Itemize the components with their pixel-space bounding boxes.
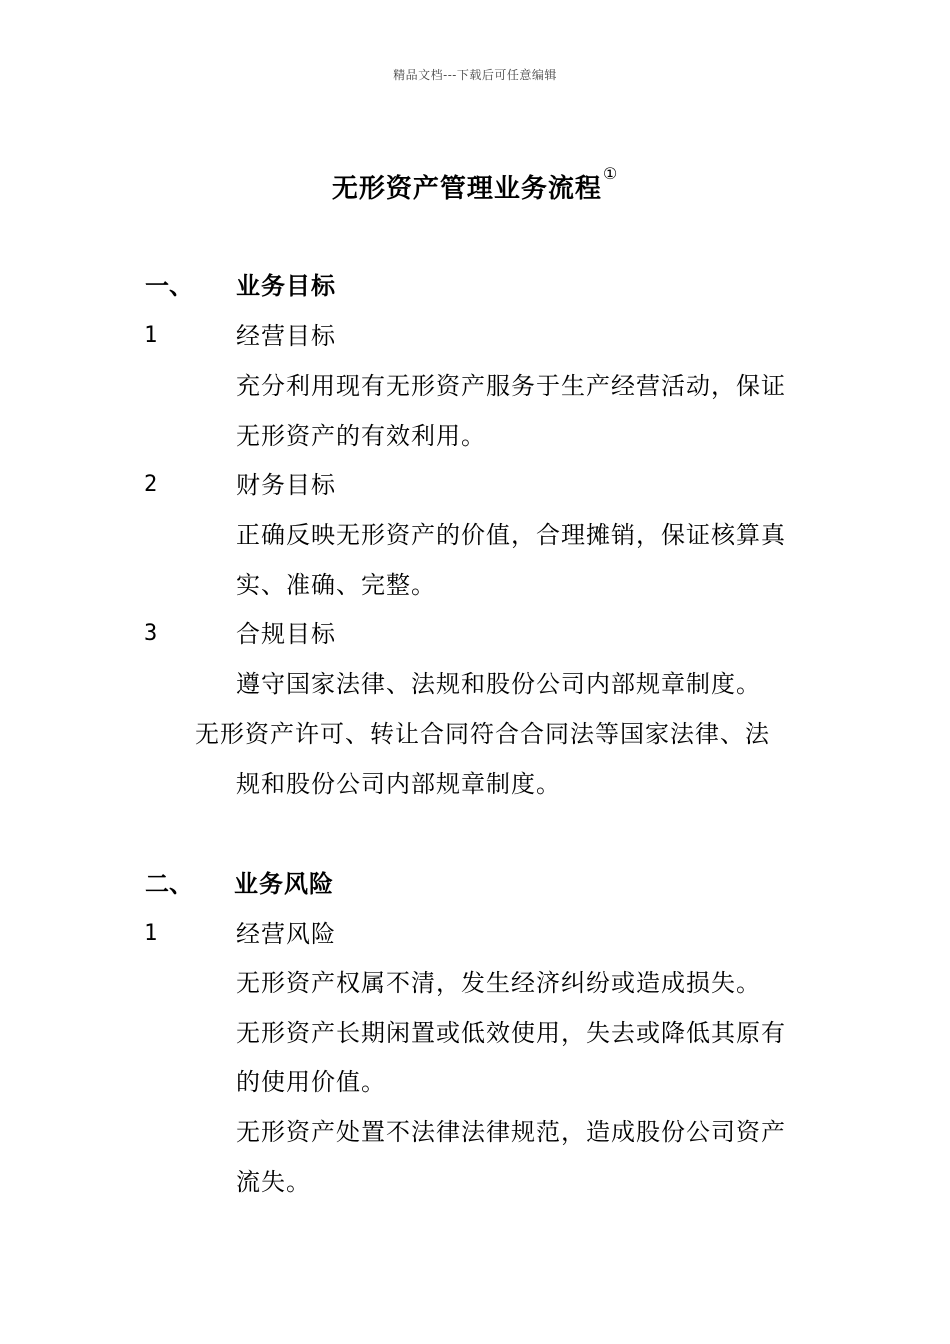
section-heading: 业务目标	[236, 272, 336, 300]
paragraph-line: 实、准确、完整。	[236, 571, 436, 599]
footnote-mark: ①	[602, 164, 619, 183]
item-heading: 经营风险	[236, 920, 336, 948]
paragraph-line: 无形资产许可、转让合同符合合同法等国家法律、法	[195, 720, 770, 748]
paragraph-line: 无形资产处置不法律法律规范，造成股份公司资产	[236, 1118, 786, 1146]
section-number: 二、	[145, 870, 193, 898]
document-title-text: 无形资产管理业务流程	[331, 174, 602, 204]
item-heading: 合规目标	[236, 620, 336, 648]
document-title	[0, 164, 950, 205]
paragraph-line: 正确反映无形资产的价值，合理摊销，保证核算真	[236, 521, 786, 549]
paragraph-line: 无形资产权属不清，发生经济纠纷或造成损失。	[236, 969, 761, 997]
paragraph-line: 充分利用现有无形资产服务于生产经营活动，保证	[236, 372, 786, 400]
paragraph-line: 流失。	[236, 1168, 311, 1196]
section-number: 一、	[145, 272, 193, 300]
paragraph-line: 遵守国家法律、法规和股份公司内部规章制度。	[236, 670, 761, 698]
item-heading: 财务目标	[236, 471, 336, 499]
item-heading: 经营目标	[236, 322, 336, 350]
item-number: 1	[144, 323, 158, 348]
paragraph-line: 无形资产的有效利用。	[236, 422, 486, 450]
item-number: 3	[144, 621, 158, 646]
paragraph-line: 规和股份公司内部规章制度。	[236, 770, 561, 798]
item-number: 2	[144, 472, 158, 497]
paragraph-line: 无形资产长期闲置或低效使用，失去或降低其原有	[236, 1019, 786, 1047]
item-number: 1	[144, 921, 158, 946]
header-note: 精品文档---下载后可任意编辑	[393, 68, 557, 82]
paragraph-line: 的使用价值。	[236, 1068, 386, 1096]
section-heading: 业务风险	[234, 870, 334, 898]
